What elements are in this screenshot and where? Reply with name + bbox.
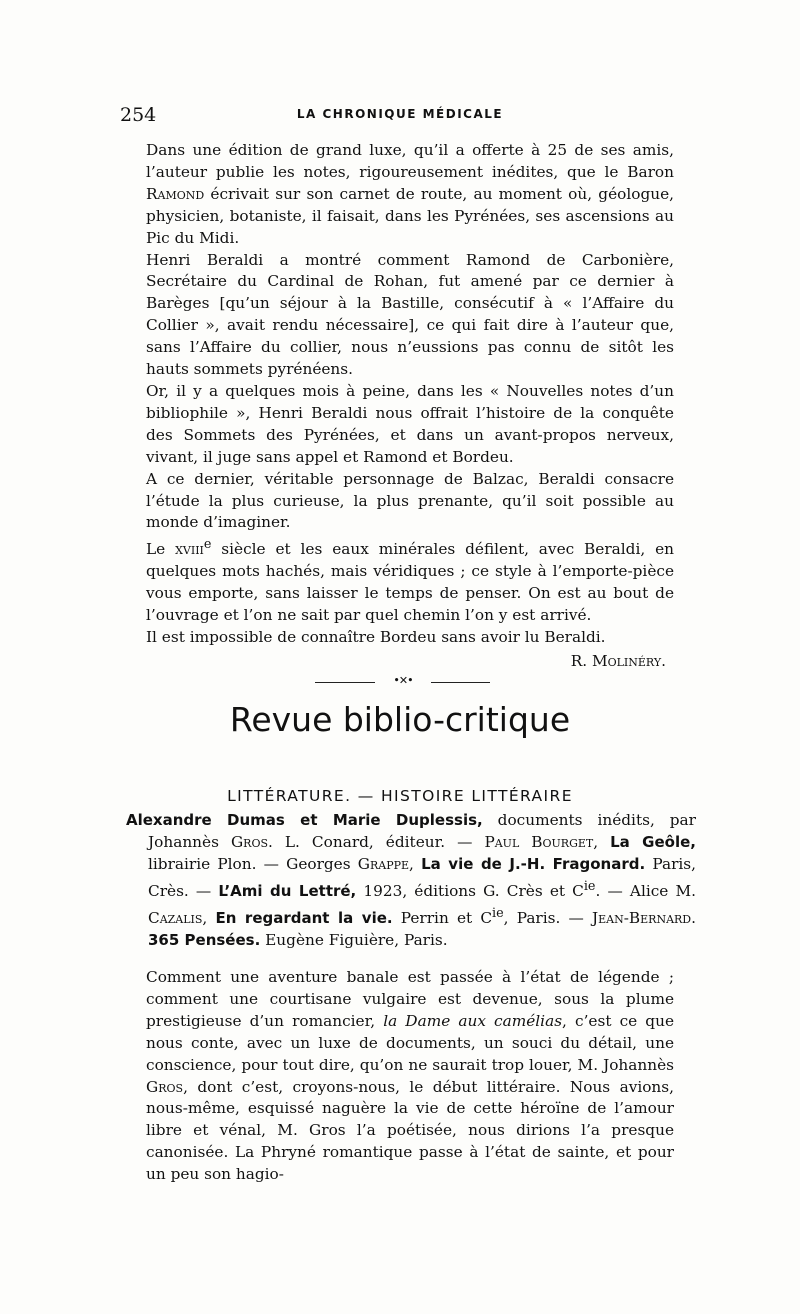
- italic-title: la Dame aux camélias: [383, 1011, 563, 1030]
- author-name: Grappe: [357, 854, 410, 873]
- paragraph: [146, 140, 674, 250]
- paragraph: A ce dernier, véritable personnage de Balzac, Beraldi consacre l’étude la plus curieuse, la plus prenante, qu’il soit possible au monde d’imaginer.: [146, 469, 674, 532]
- book-title: 365 Pensées.: [148, 930, 261, 949]
- author-name: Paul Bourget: [484, 832, 594, 851]
- bibliography-entry: [126, 810, 696, 952]
- text-run: ,: [593, 832, 611, 851]
- text-run: Paris, Crès. —: [148, 854, 696, 900]
- century-numeral: xviii: [175, 540, 204, 559]
- text-run: librairie Plon. — Georges: [148, 854, 358, 873]
- book-title: La Geôle,: [610, 832, 696, 851]
- page-header: [120, 104, 680, 128]
- book-title: Alexandre Dumas et Marie Duplessis,: [126, 811, 483, 829]
- divider-ornament: •✕•: [375, 674, 431, 687]
- author-name: Jean-Bernard: [592, 908, 692, 927]
- text-run: Le: [146, 540, 176, 559]
- paragraph: Il est impossible de connaître Bordeu sans avoir lu Beraldi.: [146, 628, 606, 647]
- subsection-title: LITTÉRATURE. — HISTOIRE LITTÉRAIRE: [227, 787, 573, 805]
- review-body: [146, 967, 674, 1186]
- text-run: Eugène Figuière, Paris.: [260, 930, 448, 949]
- text-run: Perrin et C: [392, 908, 493, 927]
- author-name: Ramond: [146, 184, 205, 203]
- paragraph: Henri Beraldi a montré comment Ramond de Carbonière, Secrétaire du Cardinal de Rohan, fut amené par ce dernier à Barèges [qu’un séjour à la Bastille, consécutif à « l’Affaire du Collier », avait rendu nécessaire], ce qui fait dire à l’auteur que, sans l’Affaire du collier, nous n’eussions pas connu de sitôt les hauts sommets pyrénéens.: [146, 250, 674, 379]
- page-number: 254: [120, 104, 157, 126]
- paragraph: Or, il y a quelques mois à peine, dans les « Nouvelles notes d’un bibliophile », Henri Beraldi nous offrait l’histoire de la conquête des Sommets des Pyrénées, et dans un avant-propos nerveux, vivant, il juge sans appel et Ramond et Bordeu.: [146, 381, 674, 466]
- text-run: Comment une aventure banale est passée à l’état de légende ; comment une courtisane vulgaire est devenue, sous la plume prestigieuse d’un romancier,: [146, 968, 674, 1030]
- text-run: ,: [202, 908, 216, 927]
- text-run: ,: [409, 854, 422, 873]
- superscript: ie: [583, 878, 596, 894]
- text-run: 1923, éditions G. Crès et C: [356, 881, 584, 900]
- author-name: Cazalis: [148, 908, 203, 927]
- text-run: écrivait sur son carnet de route, au moment où, géologue, physicien, botaniste, il faisait, dans les Pyrénées, ses ascensions au Pic du Midi.: [146, 184, 674, 247]
- text-run: .: [691, 908, 696, 927]
- section-title: Revue biblio-critique: [229, 700, 571, 739]
- book-title: La vie de J.-H. Fragonard.: [421, 854, 646, 873]
- superscript: ie: [492, 905, 504, 921]
- paragraph: [146, 534, 674, 627]
- author-name: Gros: [230, 832, 269, 851]
- text-run: . — Alice M.: [595, 881, 696, 900]
- text-run: documents inédits, par Johannès: [148, 811, 696, 851]
- text-run: siècle et les eaux minérales défilent, avec Beraldi, en quelques mots hachés, mais véridiques ; ce style à l’emporte-pièce vous emporte, sans laisser le temps de penser. On est au bout de l’ouvrage et l’on ne sait par quel chemin l’on y est arrivé.: [146, 540, 674, 625]
- text-run: Dans une édition de grand luxe, qu’il a offerte à 25 de ses amis, l’auteur publie les notes, rigoureusement inédites, que le Baron: [146, 141, 674, 181]
- text-run: . L. Conard, éditeur. —: [268, 832, 485, 851]
- superscript: e: [203, 537, 212, 553]
- author-name: Gros: [146, 1077, 184, 1096]
- author-signature: R. Molinéry.: [570, 651, 666, 670]
- text-run: , dont c’est, croyons-nous, le début littéraire. Nous avions, nous-même, esquissé naguère la vie de cette héroïne de l’amour libre et vénal, M. Gros l’a poétisée, nous dirions l’a presque canonisée. La Phryné romantique passe à l’état de sainte, et pour un peu son hagio-: [146, 1077, 674, 1184]
- book-title: L’Ami du Lettré,: [218, 881, 357, 900]
- paragraph: [146, 967, 674, 1186]
- article-body: [146, 140, 674, 670]
- running-head: LA CHRONIQUE MÉDICALE: [296, 107, 504, 121]
- text-run: , Paris. —: [503, 908, 592, 927]
- book-title: En regardant la vie.: [215, 908, 393, 927]
- text-run: , c’est ce que nous conte, avec un luxe de documents, un souci du détail, une conscience, pour tout dire, qu’on ne saurait trop louer, M. Johannès: [146, 1011, 674, 1074]
